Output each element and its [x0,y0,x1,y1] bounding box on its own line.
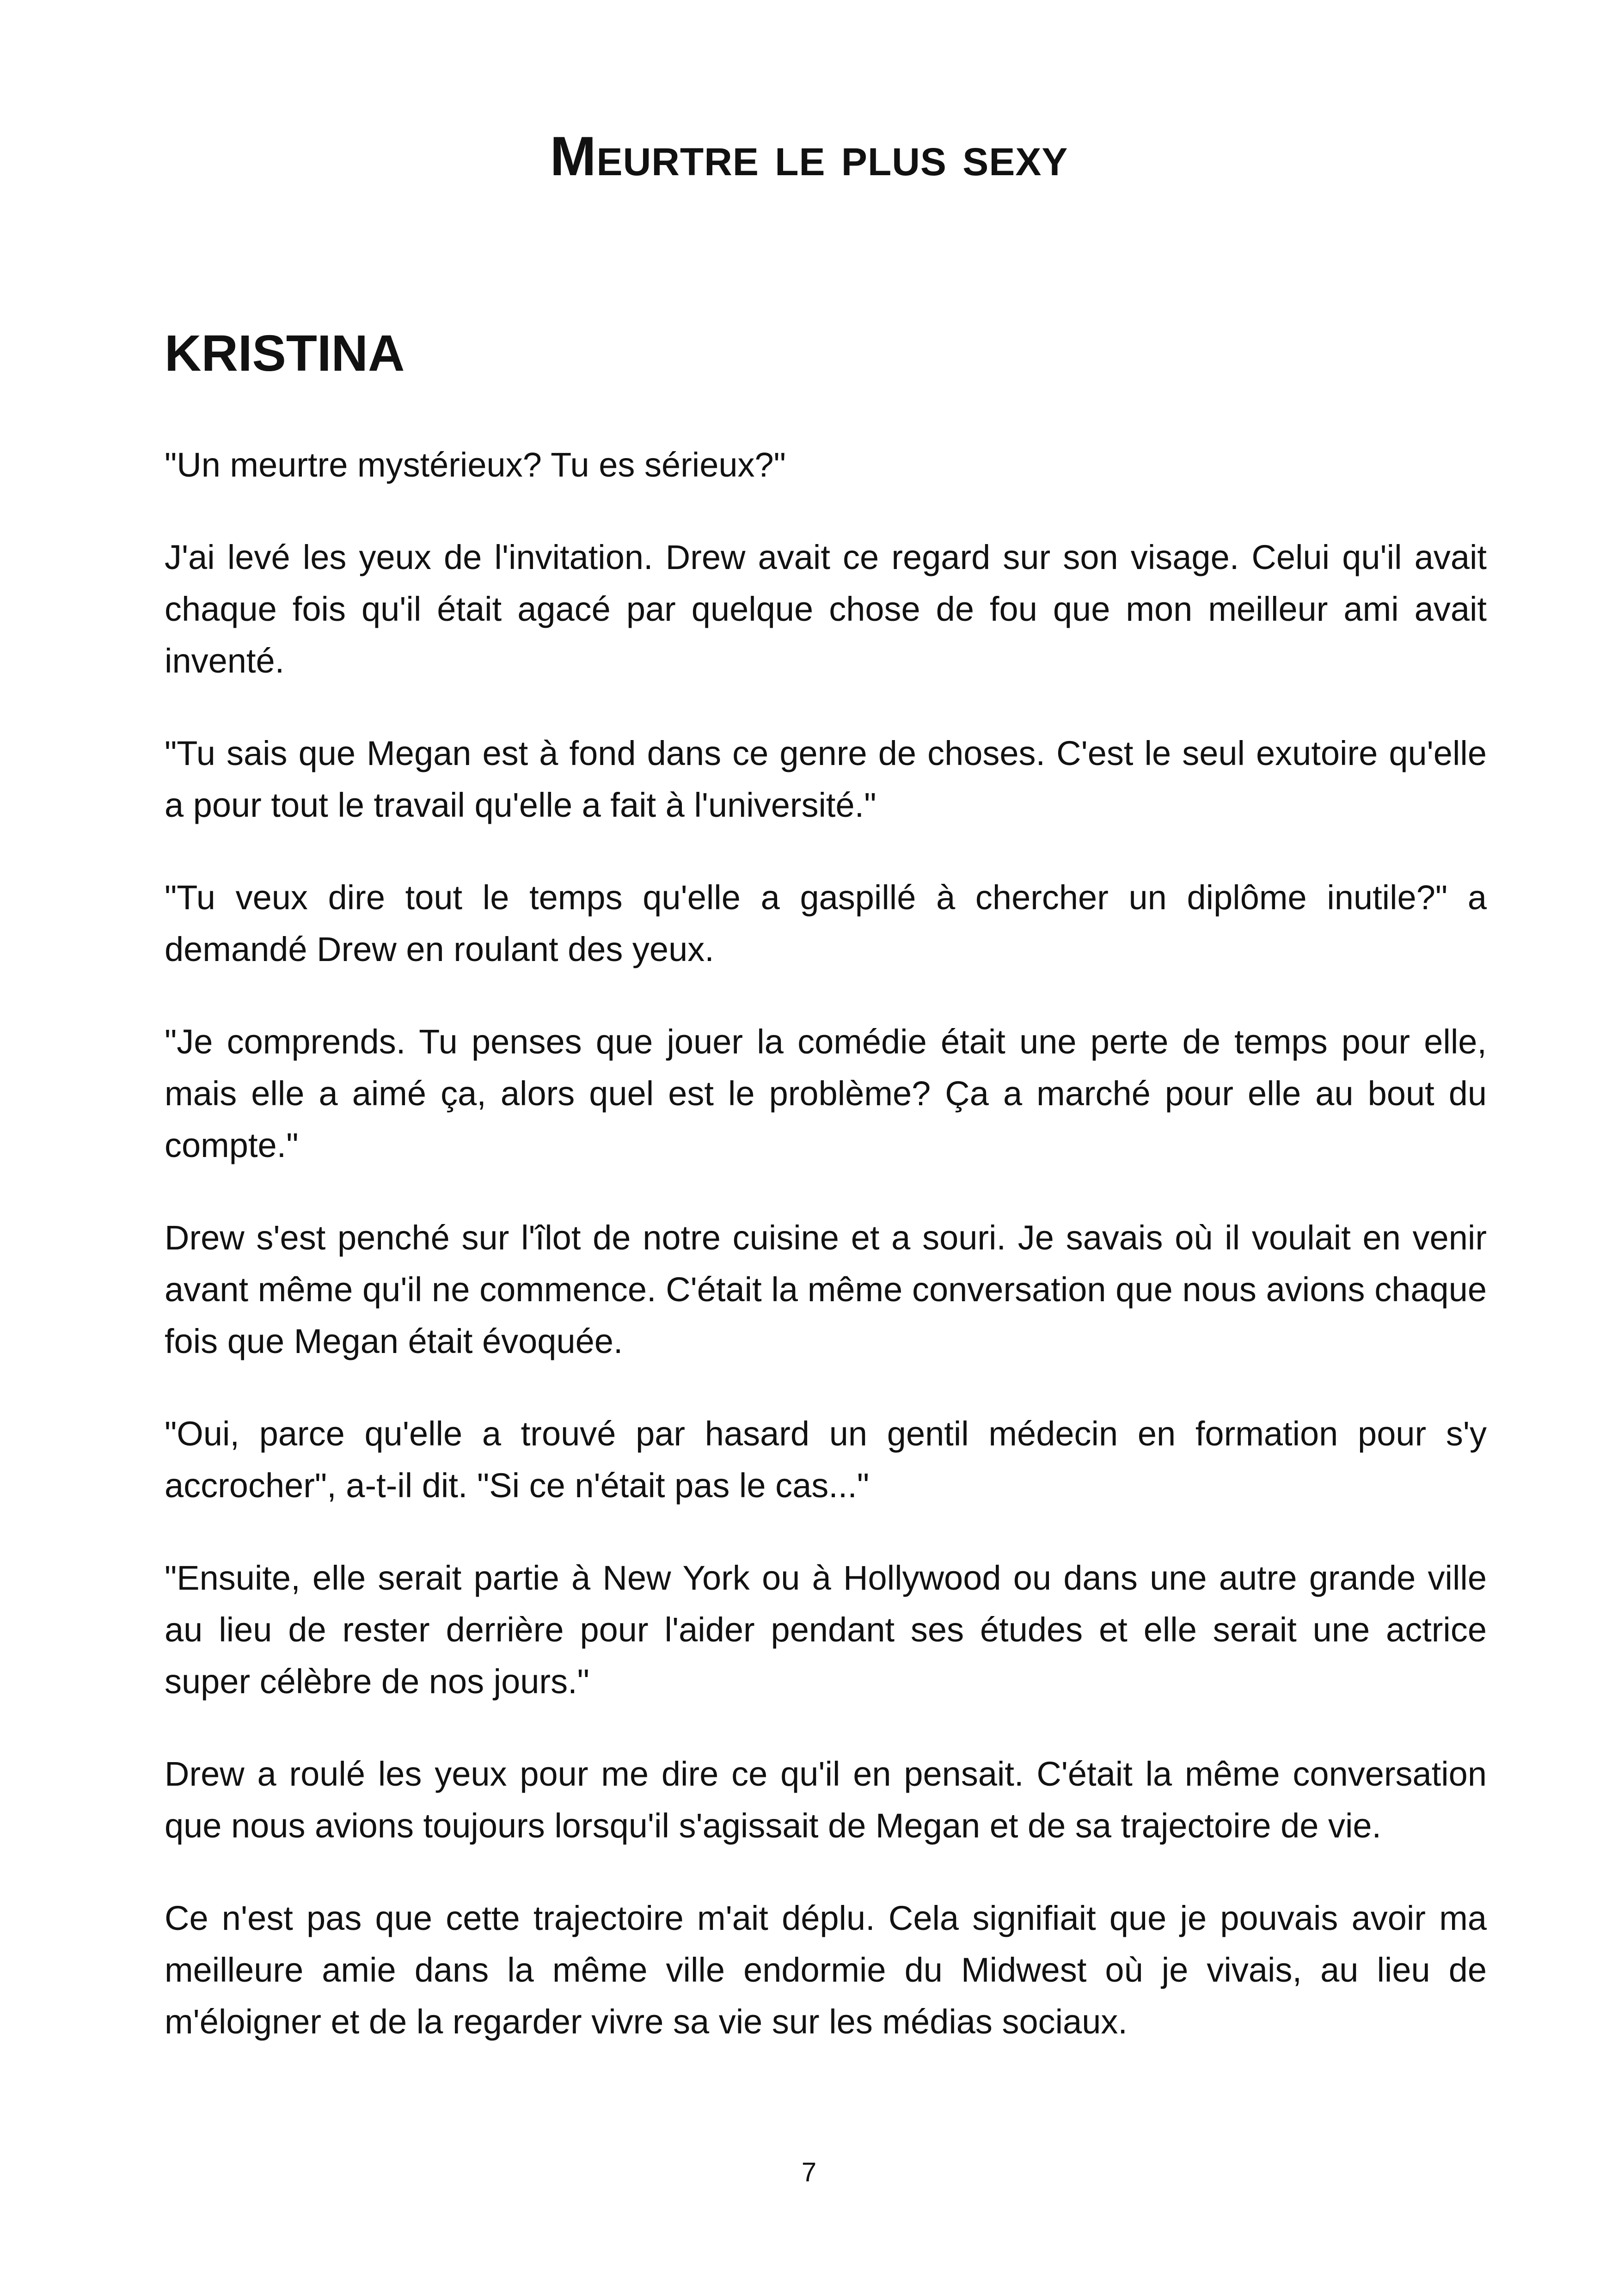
paragraph: Ce n'est pas que cette trajectoire m'ait déplu. Cela signifiait que je pouvais avoir ma meilleure amie dans la même ville endormie du Midwest où je vivais, au lieu de m'éloigner et de la regarder vivre sa vie sur les médias sociaux. [165,1899,1487,2041]
paragraph: "Je comprends. Tu penses que jouer la comédie était une perte de temps pour elle, mais elle a aimé ça, alors quel est le problème? Ça a marché pour elle au bout du compte." [165,1022,1487,1164]
paragraph: "Tu sais que Megan est à fond dans ce genre de choses. C'est le seul exutoire qu'elle a pour tout le travail qu'elle a fait à l'université." [165,734,1487,824]
paragraph: "Ensuite, elle serait partie à New York ou à Hollywood ou dans une autre grande ville au lieu de rester derrière pour l'aider pendant ses études et elle serait une actrice super célèbre de nos jours." [165,1559,1487,1701]
page-number: 7 [801,2157,817,2187]
paragraph: Drew s'est penché sur l'îlot de notre cuisine et a souri. Je savais où il voulait en venir avant même qu'il ne commence. C'était la même conversation que nous avions chaque fois que Megan était évoquée. [165,1218,1487,1360]
paragraph: Drew a roulé les yeux pour me dire ce qu'il en pensait. C'était la même conversation que nous avions toujours lorsqu'il s'agissait de Megan et de sa trajectoire de vie. [165,1755,1487,1845]
paragraph: "Tu veux dire tout le temps qu'elle a gaspillé à chercher un diplôme inutile?" a demandé Drew en roulant des yeux. [165,878,1487,968]
chapter-body [165,439,1487,2088]
paragraph: "Oui, parce qu'elle a trouvé par hasard un gentil médecin en formation pour s'y accrocher", a-t-il dit. "Si ce n'était pas le cas..." [165,1414,1487,1505]
book-title: Meurtre le plus sexy [550,125,1068,187]
paragraph: "Un meurtre mystérieux? Tu es sérieux?" [165,446,786,484]
paragraph: J'ai levé les yeux de l'invitation. Drew avait ce regard sur son visage. Celui qu'il avait chaque fois qu'il était agacé par quelque chose de fou que mon meilleur ami avait inventé. [165,538,1487,680]
chapter-title: KRISTINA [165,325,405,382]
